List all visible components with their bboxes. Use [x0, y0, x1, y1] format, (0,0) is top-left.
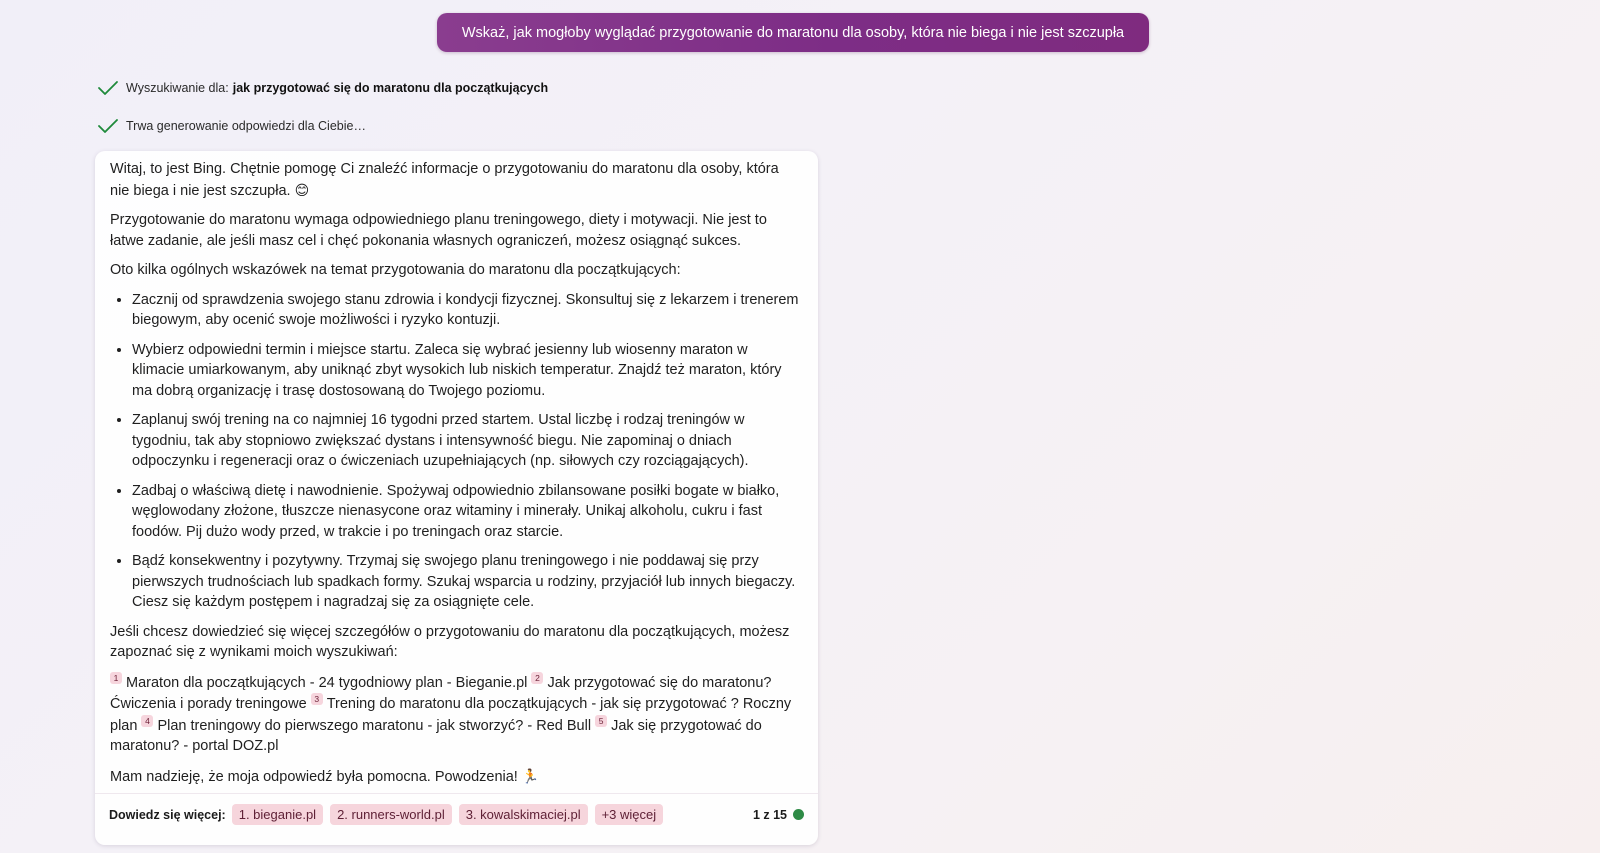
checkmark-icon	[97, 79, 119, 97]
citation-marker[interactable]: 4	[141, 715, 153, 727]
citation-marker[interactable]: 5	[595, 715, 607, 727]
user-message-text: Wskaż, jak mogłoby wyglądać przygotowanie do maratonu dla osoby, która nie biega i nie jest szczupła	[461, 24, 1125, 41]
answer-intro-text: Witaj, to jest Bing. Chętnie pomogę Ci znaleźć informacje o przygotowaniu do maratonu dla osoby, która nie biega i nie jest szczupła.	[110, 161, 779, 199]
learn-more-label: Dowiedz się więcej:	[109, 807, 226, 822]
answer-paragraph: Oto kilka ogólnych wskazówek na temat przygotowania do maratonu dla początkujących:	[110, 262, 681, 278]
source-link[interactable]: Plan treningowy do pierwszego maratonu - jak stworzyć? - Red Bull	[157, 717, 592, 734]
source-link[interactable]: Trening do maratonu dla początkujących - jak się przygotować ? Roczny plan	[110, 696, 792, 734]
citation-marker[interactable]: 1	[110, 672, 122, 684]
answer-body	[110, 159, 802, 796]
answer-paragraph: Jeśli chcesz dowiedzieć się więcej szczegółów o przygotowaniu do maratonu dla początkujących, możesz zapoznać się z wynikami moich wyszukiwań:	[110, 623, 790, 660]
search-status-query: jak przygotować się do maratonu dla początkujących	[232, 81, 549, 95]
source-chip[interactable]: 1. bieganie.pl	[232, 804, 323, 825]
source-chip[interactable]: 2. runners-world.pl	[330, 804, 452, 825]
generating-status-row	[97, 116, 370, 136]
answer-paragraph: Przygotowanie do maratonu wymaga odpowiedniego planu treningowego, diety i motywacji. Nie jest to łatwe zadanie, ale jeśli masz cel i chęć pokonania własnych ograniczeń, możesz osiągnąć sukces.	[110, 212, 767, 249]
smile-emoji-icon: 😊	[294, 181, 310, 198]
sources-paragraph	[110, 672, 802, 757]
list-item: • Zacznij od sprawdzenia swojego stanu zdrowia i kondycji fizycznej. Skonsultuj się z lekarzem i trenerem biegowym, aby ocenić swoje możliwości i ryzyko kontuzji.	[132, 290, 802, 331]
generating-status-label: Trwa generowanie odpowiedzi dla Ciebie…	[126, 119, 366, 133]
source-link[interactable]: Jak przygotować się do maratonu? Ćwiczenia i porady treningowe	[110, 674, 772, 712]
tips-list	[110, 290, 802, 613]
answer-closing	[110, 766, 802, 788]
checkmark-icon	[97, 117, 119, 135]
search-status-row	[97, 78, 548, 98]
list-item: • Zadbaj o właściwą dietę i nawodnienie. Spożywaj odpowiednio zbilansowane posiłki bogate w białko, węglowodany złożone, tłuszcze nienasycone oraz witaminy i minerały. Unikaj alkoholu, cukru i fast foodów. Pij dużo wody przed, w trakcie i po treningach oraz starcie.	[132, 481, 802, 543]
source-link[interactable]: Maraton dla początkujących - 24 tygodniowy plan - Bieganie.pl	[126, 674, 528, 691]
user-message-bubble	[437, 13, 1149, 52]
status-dot-icon	[793, 809, 804, 820]
citation-marker[interactable]: 3	[311, 693, 323, 705]
response-counter: 1 z 15	[752, 807, 787, 822]
citation-marker[interactable]: 2	[531, 672, 543, 684]
learn-more-footer	[95, 793, 818, 835]
source-link[interactable]: Jak się przygotować do maratonu? - portal DOZ.pl	[110, 717, 762, 754]
list-item: • Wybierz odpowiedni termin i miejsce startu. Zaleca się wybrać jesienny lub wiosenny maraton w klimacie umiarkowanym, aby uniknąć zbyt wysokich lub niskich temperatur. Znajdź też maraton, który ma dobrą organizację i trasę dostosowaną do Twojego poziomu.	[132, 340, 802, 402]
runner-emoji-icon: 🏃	[521, 767, 540, 784]
answer-card	[95, 151, 818, 845]
more-sources-chip[interactable]: +3 więcej	[595, 804, 664, 825]
list-item: • Bądź konsekwentny i pozytywny. Trzymaj się swojego planu treningowego i nie poddawaj się przy pierwszych trudnościach lub spadkach formy. Szukaj wsparcia u rodziny, przyjaciół lub innych biegaczy. Ciesz się każdym postępem i nagradzaj się za osiągnięte cele.	[132, 551, 802, 613]
list-item: • Zaplanuj swój trening na co najmniej 16 tygodni przed startem. Ustal liczbę i rodzaj treningów w tygodniu, tak aby stopniowo zwiększać dystans i intensywność biegu. Nie zapominaj o dniach odpoczynku i regeneracji oraz o ćwiczeniach uzupełniających (np. siłowych czy rozciągających).	[132, 410, 802, 472]
answer-intro	[110, 159, 802, 201]
search-status-label: Wyszukiwanie dla:	[126, 81, 229, 95]
source-chip[interactable]: 3. kowalskimaciej.pl	[459, 804, 588, 825]
answer-closing-text: Mam nadzieję, że moja odpowiedź była pomocna. Powodzenia!	[110, 768, 518, 785]
